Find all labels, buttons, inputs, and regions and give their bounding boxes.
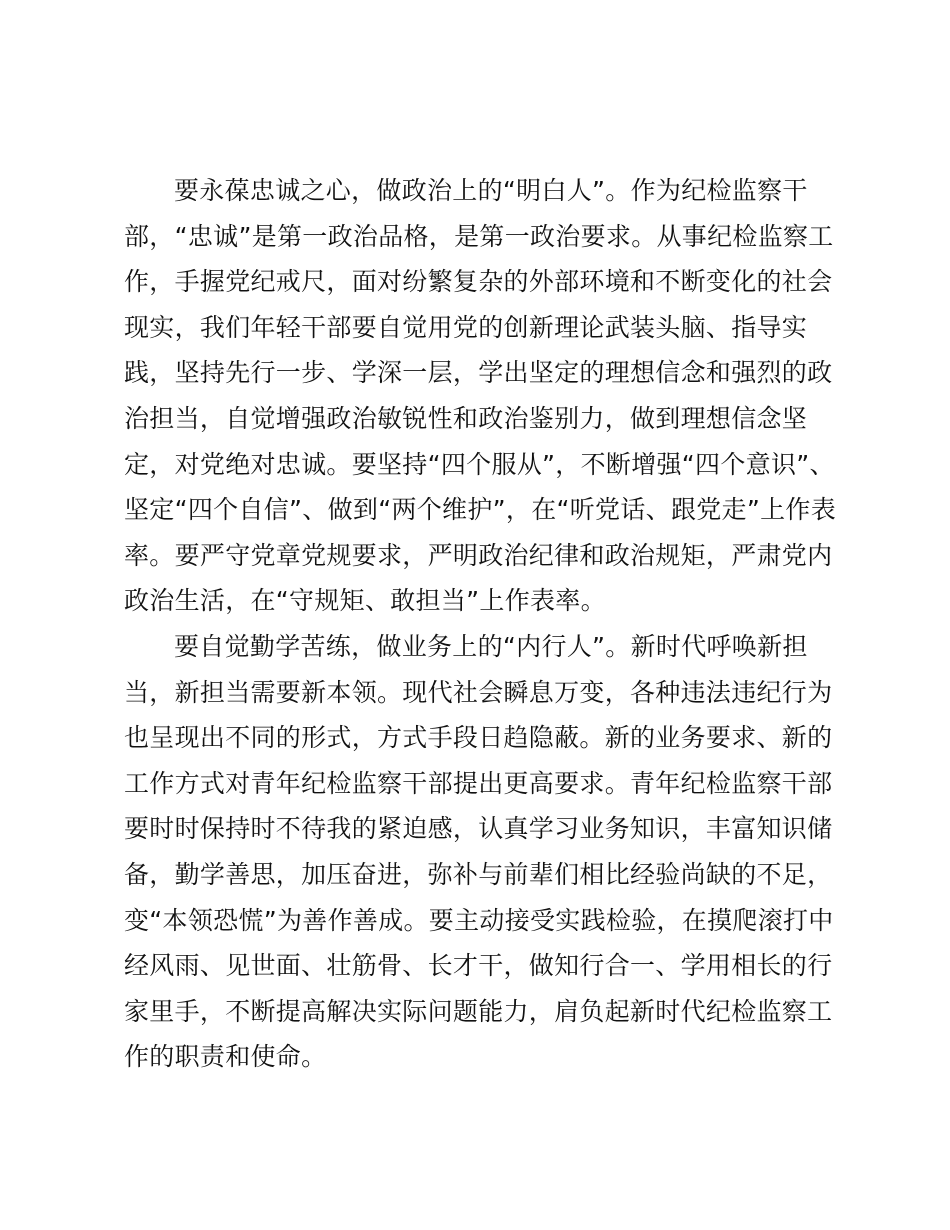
document-page [124, 168, 837, 1080]
paragraph-line: 要时时保持时不待我的紧迫感，认真学习业务知识，丰富知识储 [124, 814, 833, 844]
paragraph-line: 治担当，自觉增强政治敏锐性和政治鉴别力，做到理想信念坚 [124, 403, 808, 433]
paragraph-line: 政治生活，在“守规矩、敢担当”上作表率。 [124, 586, 606, 616]
paragraph-line: 作，手握党纪戒尺，面对纷繁复杂的外部环境和不断变化的社会 [124, 267, 833, 297]
paragraph-line: 要永葆忠诚之心，做政治上的“明白人”。作为纪检监察干 [174, 176, 808, 205]
paragraph-line: 作的职责和使命。 [124, 1042, 327, 1072]
paragraph-line: 定，对党绝对忠诚。要坚持“四个服从”，不断增强“四个意识”、 [124, 449, 835, 479]
paragraph-line: 现实，我们年轻干部要自觉用党的创新理论武装头脑、指导实 [124, 312, 808, 342]
paragraph [124, 624, 834, 1080]
paragraph-line: 也呈现出不同的形式，方式手段日趋隐蔽。新的业务要求、新的 [124, 723, 833, 753]
paragraph-line: 要自觉勤学苦练，做业务上的“内行人”。新时代呼唤新担 [174, 631, 808, 661]
paragraph-line: 备，勤学善思，加压奋进，弥补与前辈们相比经验尚缺的不足， [124, 859, 833, 889]
paragraph-line: 率。要严守党章党规要求，严明政治纪律和政治规矩，严肃党内 [124, 540, 833, 570]
paragraph-line: 当，新担当需要新本领。现代社会瞬息万变，各种违法违纪行为 [124, 677, 833, 707]
paragraph-line: 践，坚持先行一步、学深一层，学出坚定的理想信念和强烈的政 [124, 358, 833, 388]
paragraph-line: 变“本领恐慌”为善作善成。要主动接受实践检验，在摸爬滚打中 [124, 905, 834, 935]
paragraph-line: 经风雨、见世面、壮筋骨、长才干，做知行合一、学用相长的行 [124, 951, 833, 981]
paragraph-line: 家里手，不断提高解决实际问题能力，肩负起新时代纪检监察工 [124, 996, 833, 1026]
paragraph-line: 部，“忠诚”是第一政治品格，是第一政治要求。从事纪检监察工 [124, 221, 834, 251]
paragraph-line: 工作方式对青年纪检监察干部提出更高要求。青年纪检监察干部 [124, 768, 833, 798]
paragraph-line: 坚定“四个自信”、做到“两个维护”，在“听党话、跟党走”上作表 [124, 495, 837, 525]
paragraph [124, 168, 837, 624]
